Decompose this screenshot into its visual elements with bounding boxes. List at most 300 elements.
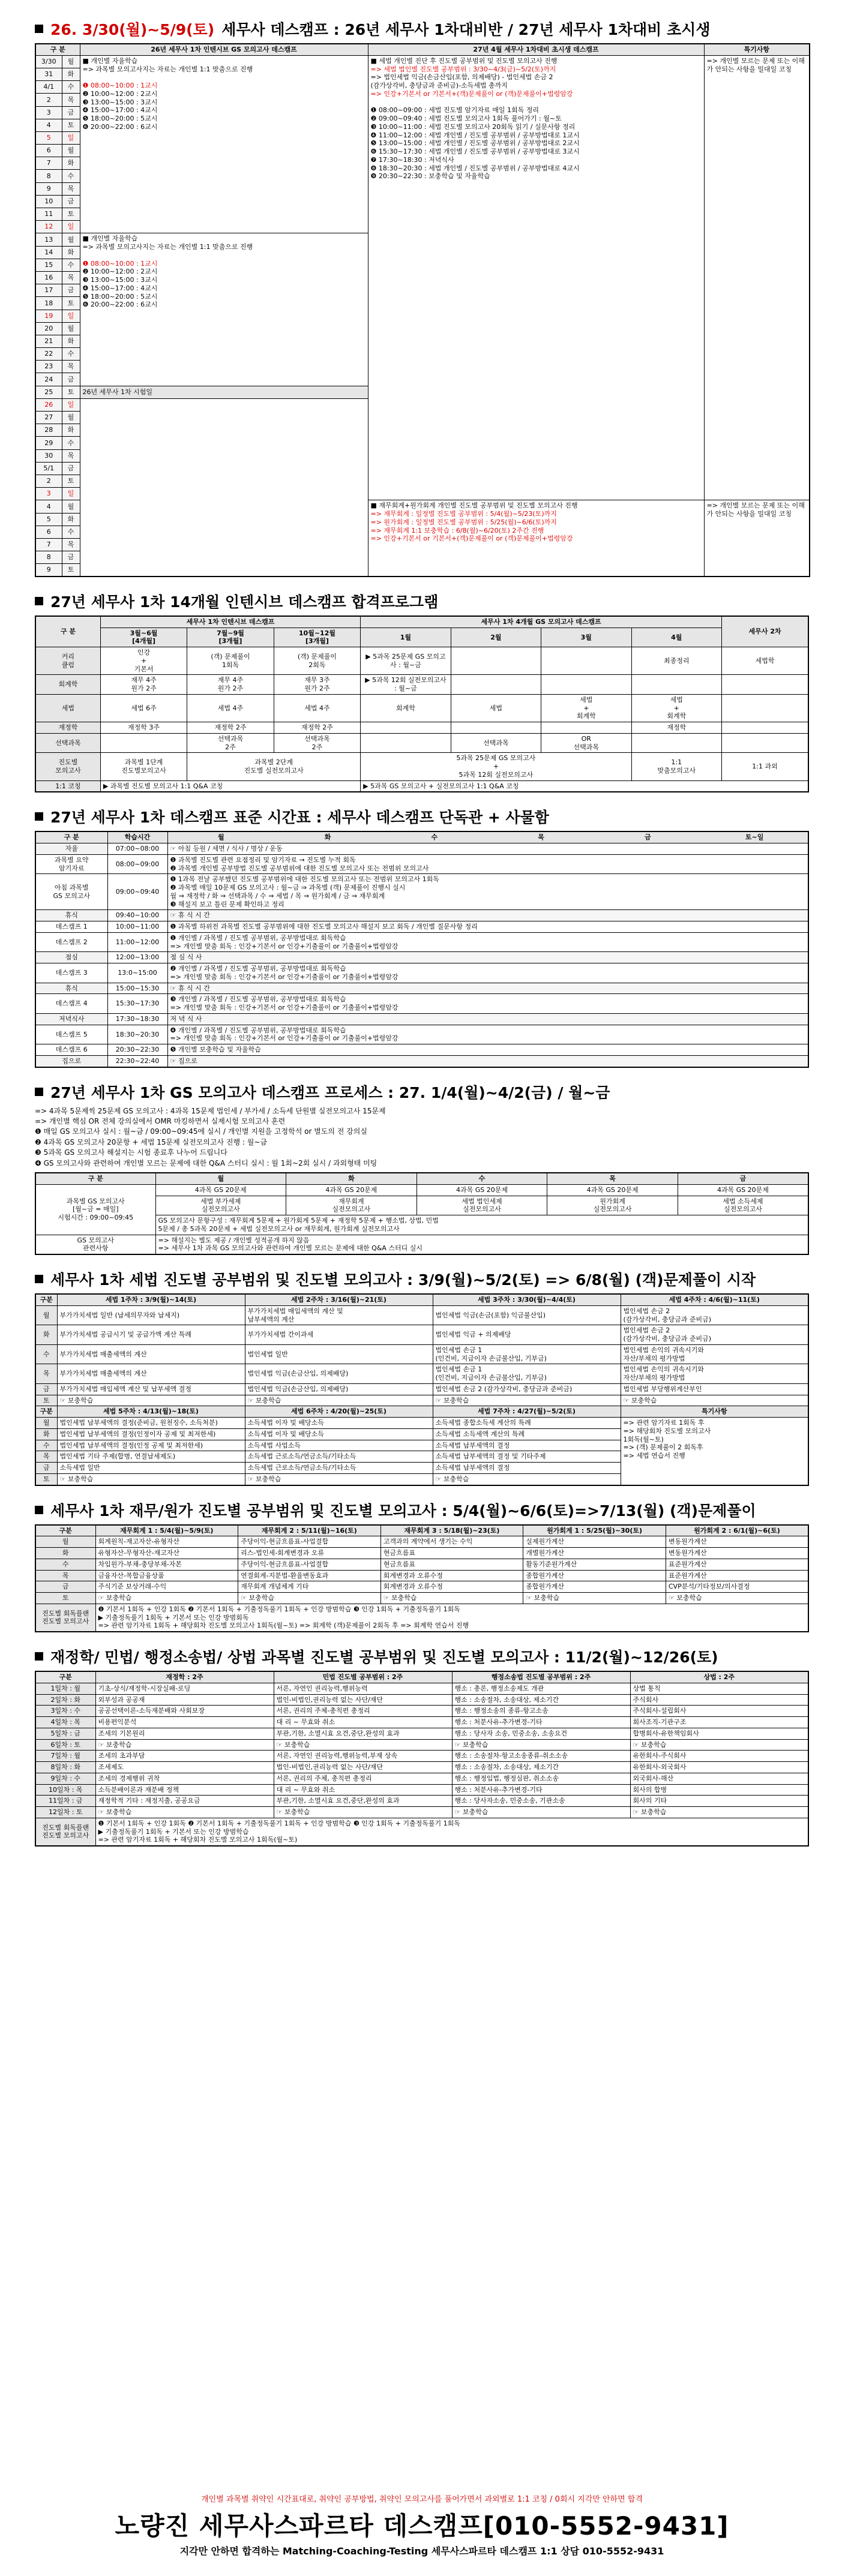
curriculum-cell: (객) 문제풀이 2회독 [274,647,360,675]
timetable-content: 점 심 식 사 [167,952,808,963]
topic-cell: 주식회사-설립회사 [630,1706,808,1717]
text-line: ❺ 18:00~20:00 : 5교시 [82,292,158,301]
mock-cell: 5과목 25문제 GS 모의고사 + 5과목 12회 실전모의고사 [361,753,631,780]
header-time: 학습시간 [107,831,167,843]
intensive-block-1 [80,55,368,233]
topic-cell: 활동기준원가계산 [523,1559,666,1570]
text-line: ❹ 11:00~12:00 : 세법 개인별 / 진도별 공부범위 / 공부방법대로 1교시 [370,131,580,139]
header-row [35,1406,808,1418]
day-date: 29 [35,437,62,449]
day-weekday: 화 [62,157,80,170]
week-row [35,1383,808,1395]
topic-cell: 실제원가계산 [523,1536,666,1548]
week-row [35,1325,808,1345]
square-bullet-icon [35,597,43,605]
section4-title-text: 27년 세무사 1차 GS 모의고사 데스캠프 프로세스 : 27. 1/4(월)~4/2(금) / 월~금 [50,1083,610,1101]
day-date: 2 [35,94,62,106]
topic-row [35,1581,808,1593]
timetable-row [35,932,808,952]
timetable-label: 휴식 [35,983,107,994]
weekday: 목 [35,1451,57,1463]
week-row [35,1418,808,1429]
section1-title [35,18,809,40]
topic-cell: 회계변경과 오류수정 [380,1581,523,1593]
text-line [83,73,365,82]
mock-cell: 세법 부가세제 실전모의고사 [155,1196,286,1215]
section7-table [35,1671,809,1847]
day-label: 8일차 : 화 [35,1762,95,1773]
column-header: 원가회계 1 : 5/25(월)~30(토) [523,1525,666,1536]
topic-cell: 대 리 ~ 무효와 취소 [274,1784,452,1796]
timetable-label: 데스캠프 4 [35,994,107,1014]
beginner-block-1 [368,55,704,500]
day-weekday: 화 [62,68,80,80]
topic-cell: 법인세법 납부세액의 결정(인정이자 공제 및 최저한세) [57,1428,245,1440]
topic-cell: 외부성과 공공재 [95,1694,274,1706]
topic-cell: 소득세법 납부세액의 결정 [433,1440,621,1451]
section5-title-text: 세무사 1차 세법 진도별 공부범위 및 진도별 모의고사 : 3/9(월)~5/2(토) => 6/8(월) (객)문제풀이 시작 [50,1271,756,1289]
day-weekday: 화 [62,424,80,437]
text-line: (감가상각비, 충당금과 준비금)-소득세법 총까지 [370,82,508,89]
text-line: => 재무회계 1:1 보충학습 : 6/8(월)~6/20(토) 2주간 진행 [370,526,544,535]
topic-row [35,1762,808,1773]
timetable-time: 15:00~15:30 [107,983,167,994]
topic-cell: 변동원가계산 [666,1548,808,1559]
day-header: 화 [324,833,331,842]
header-div: 구 분 [35,831,107,843]
weekday: 금 [35,1463,57,1474]
text-line: ❼ 17:30~18:30 : 저녁식사 [370,155,454,164]
header-second: 세무사 2차 [722,616,808,647]
row-label: 커리 큘럼 [35,647,100,675]
day-date: 25 [35,386,62,398]
day-weekday: 목 [62,271,80,284]
topic-cell: 표준원가계산 [666,1559,808,1570]
topic-cell: 법인세법 손금 2 (감가상각비, 충당금과 준비금) [621,1305,808,1325]
text-line: => 과목별 모의고사지는 자료는 개인별 1:1 맞춤으로 진행 [82,243,253,251]
day-date: 27 [35,412,62,424]
topic-cell: 서론, 권리의 주체-총칙편 총정리 [274,1706,452,1717]
timetable-label: 데스캠프 3 [35,963,107,983]
timetable-time: 11:00~12:00 [107,932,167,952]
plan-cell: ❶ 기본서 1회독 + 인강 1회독 ❷ 기본서 1회독 + 기출정독풀기 1회독 + 인강 방범학습 ❸ 인강 1회독 + 기출정독풀기 1회독 ▶ 기출정독풀기 1회독 + 기본서 또는 인강 방범학습 => 관련 암기자료 1회독 + 해당회차 진도별 모의고사 1회독(월~토) [95,1818,808,1846]
text-line: ❾ 20:30~22:30 : 보충학습 및 자율학습 [370,172,490,181]
day-date: 22 [35,348,62,361]
topic-cell: 행소 : 처분사유-추가변경-기타 [452,1784,630,1796]
footer [35,2493,809,2557]
day-weekday: 목 [62,94,80,106]
day-weekday: 화 [62,246,80,259]
topic-cell: 회계변경과 오류수정 [380,1570,523,1581]
document [35,18,809,1847]
topic-cell: 부가가치세법 간이과세 [245,1325,433,1345]
timetable-row [35,910,808,921]
row-label: 진도별 모의고사 [35,753,100,780]
row-label: 진도별 회독플랜 진도별 모의고사 [35,1604,95,1632]
topic-cell: 종합원가계산 [523,1581,666,1593]
curriculum-cell: 최종정리 [631,647,722,675]
day-label: 12일차 : 토 [35,1807,95,1818]
topic-cell: ☞ 보충학습 [452,1807,630,1818]
column-header: 민법 진도별 공부범위 : 2주 [274,1671,452,1683]
day-date: 24 [35,373,62,386]
day-date: 3 [35,106,62,119]
section3-title-text: 27년 세무사 1차 데스캠프 표준 시간표 : 세무사 데스캠프 단독관 + 사물함 [50,809,549,827]
topic-cell: 대 리 ~ 무효와 취소 [274,1717,452,1728]
curriculum-cell: 세법 4주 [274,694,360,722]
text-line: ❻ 20:00~22:00 : 6교시 [82,301,158,309]
day-weekday: 수 [62,526,80,538]
curriculum-cell: 재무 4주 원가 2주 [100,675,187,695]
text-line: ❽ 18:30~20:30 : 세법 개인별 / 진도별 공부범위 / 공부방법대로 4교시 [370,164,580,172]
timetable-label: 데스캠프 2 [35,932,107,952]
topic-cell: 행소 : 소송절차, 소송대상, 제소기간 [452,1762,630,1773]
topic-cell: ☞ 보충학습 [57,1473,245,1485]
topic-row [35,1593,808,1604]
curriculum-cell: (객) 문제풀이 1회독 [187,647,274,675]
day-weekday: 월 [62,233,80,246]
day-weekday: 수 [62,437,80,449]
topic-cell: ☞ 보충학습 [95,1593,238,1604]
coach-cell: ▶ 과목별 진도별 모의고사 1:1 Q&A 코칭 [100,780,360,792]
topic-cell: 법인세법 손익의 귀속시기와 자산/부채의 평가방법 [621,1364,808,1384]
process-line: ❸ 5과목 GS 모의고사 해설지는 시험 종료후 나누어 드립니다 [35,1148,227,1157]
mock-cell: 세법 소득세제 실전모의고사 [678,1196,808,1215]
week-row [35,1364,808,1384]
footer-contact: 지각만 안하면 합격하는 Matching-Coaching-Testing 세무사스파르타 데스캠프 1:1 상담 010-5552-9431 [179,2545,664,2557]
day-weekday: 월 [62,500,80,513]
curriculum-cell [541,675,631,695]
empty-block [80,398,368,577]
period-cell: 7월~9월 [3개월] [187,628,274,647]
day-weekday: 월 [62,322,80,335]
topic-cell: 상법 통칙 [630,1683,808,1694]
text-line: ❷ 10:00~12:00 : 2교시 [82,268,158,276]
timetable-row [35,843,808,855]
gs-cell: 4과목 GS 20문제 [678,1184,808,1196]
topic-cell: 부가가치세법 일반 (납세의무자와 납세지) [57,1305,245,1325]
topic-cell: 법인세법 손익의 귀속시기와 자산/부채의 평가방법 [621,1344,808,1364]
curriculum-cell [631,675,722,695]
topic-cell: 부가가치세법 매출세액의 계산 [57,1344,245,1364]
curriculum-cell: OR 선택과목 [541,733,631,753]
day-header: 화 [286,1173,417,1184]
footer-note: 개인별 과목별 취약인 시간표대로, 취약인 공부방법, 취약인 모의고사를 풀어가면서 과외별로 1:1 코칭 / 0회시 지각만 안하면 합격 [201,2495,643,2504]
topic-row [35,1536,808,1548]
day-date: 12 [35,221,62,233]
week-header: 세법 4주차 : 4/6(월)~11(토) [621,1294,808,1305]
topic-cell: 행소 : 소송절차-항고소송종류-취소소송 [452,1751,630,1762]
day-weekday: 수 [62,81,80,94]
timetable-label: 아침 과목별 GS 모의고사 [35,874,107,910]
timetable-content: ☞ 휴 식 시 간 [167,910,808,921]
timetable-content: ❸ 개인별 / 과목별 / 진도별 공부범위, 공부방법대로 회독학습 => 개인별 맞춤 회독 : 인강+기본서 or 인강+기출풀이 or 기출풀이+법령암강 [167,994,808,1014]
timetable-label: 자율 [35,843,107,855]
text-line: ❹ 15:00~17:00 : 4교시 [82,106,158,115]
curriculum-cell: 재정학 3주 [100,722,187,734]
topic-row [35,1739,808,1751]
topic-cell: 소득분배이론과 재분배 정책 [95,1784,274,1796]
topic-cell: ☞ 보충학습 [238,1593,381,1604]
topic-cell: 행소 : 당사자 소송, 민중소송, 소송요건 [452,1728,630,1739]
timetable-content: ❶ 과목별 하위전 과목별 진도별 공부범위에 대한 진도별 모의고사 해설지 보고 회독 / 개인별 질문사항 정리 [167,921,808,933]
topic-cell: 재정학적 기타 : 재정지출, 공공요금 [95,1796,274,1807]
day-date: 7 [35,157,62,170]
topic-cell: 표준원가계산 [666,1570,808,1581]
text-line: ❷ 10:00~12:00 : 2교시 [82,89,158,98]
curriculum-cell: 세법 4주 [187,694,274,722]
text-line: ■ 개인별 자율학습 [82,235,138,243]
row-label: 진도별 회독플랜 진도별 모의고사 [35,1818,95,1846]
topic-cell: ☞ 보충학습 [621,1395,808,1406]
topic-row [35,1728,808,1739]
text-line [371,98,702,107]
gs-cell: 4과목 GS 20문제 [155,1184,286,1196]
curriculum-cell: 재정학 [631,722,722,734]
day-date: 6 [35,526,62,538]
day-date: 31 [35,68,62,80]
topic-cell: 법인세법 납부세액의 결정(인정 공제 및 최저한세) [57,1440,245,1451]
timetable-content: ❷ 개인별 / 과목별 / 진도별 공부범위, 공부방법대로 회독학습 => 개인별 맞춤 회독 : 인강+기본서 or 인강+기출풀이 or 기출풀이+법령암강 [167,963,808,983]
topic-cell: 개별원가계산 [523,1548,666,1559]
curriculum-cell: 세법 + 회계학 [541,694,631,722]
day-date: 10 [35,195,62,208]
period-cell: 3월~6월 [4개월] [100,628,187,647]
day-header: 월 [218,833,224,842]
topic-row [35,1751,808,1762]
week-row [35,1344,808,1364]
section5-table [35,1293,809,1486]
day-date: 4 [35,119,62,131]
text-line: ❶ 08:00~10:00 : 1교시 [82,259,158,268]
mock-cell: 1:1 맞춤모의고사 [631,753,722,780]
day-date: 3 [35,488,62,500]
curriculum-cell: 재정학 2주 [274,722,360,734]
curriculum-cell [722,694,808,722]
timetable-row [35,1055,808,1067]
day-header: 금 [645,833,651,842]
topic-cell: 조세의 초과부담 [95,1751,274,1762]
row-label: 과목별 GS 모의고사 [월~금 = 매일] 시험시간 : 09:00~09:45 [35,1184,155,1235]
day-date: 18 [35,297,62,310]
day-date: 20 [35,322,62,335]
text-line: ❻ 20:00~22:00 : 6교시 [82,122,158,131]
day-weekday: 토 [62,297,80,310]
curriculum-row [35,733,808,753]
text-line: ❺ 18:00~20:00 : 5교시 [82,115,158,122]
topic-cell: 리스-법인세-회계변경과 오류 [238,1548,381,1559]
timetable-row [35,1013,808,1025]
day-date: 7 [35,538,62,551]
curriculum-row [35,647,808,675]
topic-row [35,1717,808,1728]
period-row [35,628,808,647]
day-weekday: 토 [62,119,80,131]
day-weekday: 목 [62,538,80,551]
column-header: 재무회계 1 : 5/4(월)~5/9(토) [95,1525,238,1536]
timetable-time: 10:00~11:00 [107,921,167,933]
text-line: => 원가회계 : 일정별 진도별 공부범위 : 5/25(월)~6/6(토)까지 [370,518,557,526]
timetable-time: 18:30~20:30 [107,1025,167,1044]
coach-cell: ▶ 5과목 GS 모의고사 + 실전모의고사 1:1 Q&A 코칭 [361,780,808,792]
curriculum-cell: 세법 [451,694,541,722]
day-date: 5/1 [35,462,62,475]
weekday: 금 [35,1383,57,1395]
day-weekday: 일 [62,488,80,500]
text-line: ❸ 10:00~11:00 : 세법 진도별 모의고사 20회독 읽기 / 실문사항 정리 [370,122,576,131]
timetable-label: 과목별 요약 암기자료 [35,854,107,874]
topic-cell: 법인세법 기타 주제(합병, 연결납세제도) [57,1451,245,1463]
topic-cell: ☞ 보충학습 [666,1593,808,1604]
curriculum-cell [541,647,631,675]
header-div: 구 분 [35,616,100,647]
row-label: 세법 [35,694,100,722]
topic-cell: 법인세법 손금 2 (감가상각비, 충당금과 준비금) [433,1383,621,1395]
text-line: ❶ 08:00~09:00 : 세법 진도별 암기자료 매일 1회독 정리 [370,106,540,115]
timetable-time: 22:30~22:40 [107,1055,167,1067]
topic-cell: 기초-상식/재정학-시장실패-로딩 [95,1683,274,1694]
curriculum-cell [722,675,808,695]
weekday: 수 [35,1559,95,1570]
day-weekday: 토 [62,386,80,398]
timetable-time: 09:40~10:00 [107,910,167,921]
timetable-time: 07:00~08:00 [107,843,167,855]
square-bullet-icon [35,812,43,821]
curriculum-cell [451,722,541,734]
topic-cell: 회사의 기타 [630,1796,808,1807]
topic-cell: ☞ 보충학습 [245,1473,433,1485]
topic-cell: 행소 : 총론, 행정소송제도 개관 [452,1683,630,1694]
topic-cell: 주당이익-현금흐름표-사업결합 [238,1536,381,1548]
topic-row [35,1807,808,1818]
topic-cell: 외국회사-해산 [630,1773,808,1784]
topic-cell: 합병회사-유한책임회사 [630,1728,808,1739]
day-date: 28 [35,424,62,437]
topic-cell: 회사의 합병 [630,1784,808,1796]
topic-cell: 부가가치세법 매출세액의 계산 [57,1364,245,1384]
timetable-content: ☞ 아침 등원 / 세면 / 식사 / 명상 / 운동 [167,843,808,855]
header-intensive: 26년 세무사 1차 인텐시브 GS 모의고사 데스캠프 [80,44,368,55]
curriculum-cell [361,733,451,753]
header-row [35,616,808,628]
section7-title-text: 재정학/ 민법/ 행정소송법/ 상법 과목별 진도별 공부범위 및 진도별 모의고사 : 11/2(월)~12/26(토) [50,1649,718,1667]
text-line: ❺ 13:00~15:00 : 세법 개인별 / 진도별 공부범위 / 공부방법대로 2교시 [370,139,580,148]
section5-title [35,1268,809,1290]
row-label: 선택과목 [35,733,100,753]
day-date: 19 [35,310,62,322]
timetable-row [35,1044,808,1056]
topic-cell: 법인세법 익금(손금(포함) 익금불산입) [433,1305,621,1325]
section2-table [35,616,809,793]
day-date: 5 [35,513,62,526]
header-row [35,1294,808,1305]
day-weekday: 목 [62,449,80,462]
weekday: 월 [35,1305,57,1325]
day-header: 수 [431,833,438,842]
topic-cell: 법인-비법인,권리능력 없는 사단/재단 [274,1694,452,1706]
topic-cell: 법인-비법인,권리능력 없는 사단/재단 [274,1762,452,1773]
header-row [35,1525,808,1536]
text-line: => 재무회계 : 일정별 진도별 공부범위 : 5/4(월)~5/23(토)까지 [370,510,557,518]
topic-cell: 법인세법 납부세액의 결정(준비금, 원천징수, 소득처분) [57,1418,245,1429]
topic-cell: 현금흐름표 [380,1548,523,1559]
section4-notes [35,1106,809,1169]
weekday: 목 [35,1570,95,1581]
weekday: 토 [35,1473,57,1485]
day-weekday: 목 [62,361,80,373]
day-weekday: 화 [62,513,80,526]
timetable-content: ❶ 개인별 / 과목별 / 진도별 공부범위, 공부방법대로 회독학습 => 개인별 맞춤 회독 : 인강+기본서 or 인강+기출풀이 or 기출풀이+법령암강 [167,932,808,952]
day-header: 금 [678,1173,808,1184]
topic-cell: 소득세법 이자 및 배당소득 [245,1418,433,1429]
timetable-label: 휴식 [35,910,107,921]
timetable-content: ☞ 휴 식 시 간 [167,983,808,994]
day-weekday: 수 [62,348,80,361]
topic-cell: ☞ 보충학습 [245,1395,433,1406]
timetable-time: 17:30~18:30 [107,1013,167,1025]
period-cell: 4월 [631,628,722,647]
day-weekday: 월 [62,145,80,157]
timetable-time: 09:00~09:40 [107,874,167,910]
text-line: ❷ 09:00~09:40 : 세법 진도별 모의고사 1회독 풀어가기 : 월~토 [370,115,562,122]
topic-cell: 조세제도 [95,1762,274,1773]
curriculum-cell [100,733,187,753]
text-line: ■ 개인별 자율학습 [82,56,138,65]
topic-cell: 비용편익분석 [95,1717,274,1728]
day-date: 14 [35,246,62,259]
curriculum-row [35,675,808,695]
column-header: 원가회계 2 : 6/1(월)~6(토) [666,1525,808,1536]
topic-row [35,1548,808,1559]
column-header: 재무회계 2 : 5/11(월)~16(토) [238,1525,381,1536]
header-div: 구 분 [35,1173,155,1184]
section6-title-text: 세무사 1차 재무/원가 진도별 공부범위 및 진도별 모의고사 : 5/4(월)~6/6(토)=>7/13(월) (객)문제풀이 [50,1502,756,1520]
header-intensive: 세무사 1차 인텐시브 데스캠프 [100,616,360,628]
topic-cell: 현금흐름표 [380,1559,523,1570]
topic-cell: 종합원가계산 [523,1570,666,1581]
topic-cell: 연결회계-지분법-환율변동효과 [238,1570,381,1581]
row-label: 회계학 [35,675,100,695]
period-cell: 1월 [361,628,451,647]
topic-cell: 부관,기한, 소멸시효 요건,중단,완성의 효과 [274,1728,452,1739]
day-date: 8 [35,170,62,182]
gs-cell: 4과목 GS 20문제 [286,1184,417,1196]
week-header: 세법 3주차 : 3/30(월)~4/4(토) [433,1294,621,1305]
weekday: 목 [35,1364,57,1384]
header-notes: 특기사항 [704,44,810,55]
topic-cell: 법인세법 익금(손금산입, 의제배당) [245,1364,433,1384]
curriculum-row [35,722,808,734]
mock-row [35,753,808,780]
text-line: ❻ 15:30~17:30 : 세법 개인별 / 진도별 공부범위 / 공부방법대로 3교시 [370,148,580,155]
row-label: GS 모의고사 관련사항 [35,1235,155,1254]
day-weekday: 금 [62,106,80,119]
text-line: ❸ 13:00~15:00 : 3교시 [82,276,158,284]
curriculum-cell [361,722,451,734]
topic-cell: 금융자산-복합금융상품 [95,1570,238,1581]
topic-cell: 부관,기한, 소멸시효 요건,중단,완성의 효과 [274,1796,452,1807]
row-label: 재정학 [35,722,100,734]
curriculum-cell: 선택과목 2주 [274,733,360,753]
topic-cell: ☞ 보충학습 [95,1739,274,1751]
day-date: 4 [35,500,62,513]
section3-table [35,831,809,1067]
day-label: 5일차 : 금 [35,1728,95,1739]
section1-title-date: 26. 3/30(월)~5/9(토) [50,21,215,38]
text-line [83,251,365,260]
day-weekday: 금 [62,462,80,475]
text-line: => 인강+기본서 or 기본서+(객)문제풀이 or (객)문제풀이+법령암강 [370,535,573,543]
